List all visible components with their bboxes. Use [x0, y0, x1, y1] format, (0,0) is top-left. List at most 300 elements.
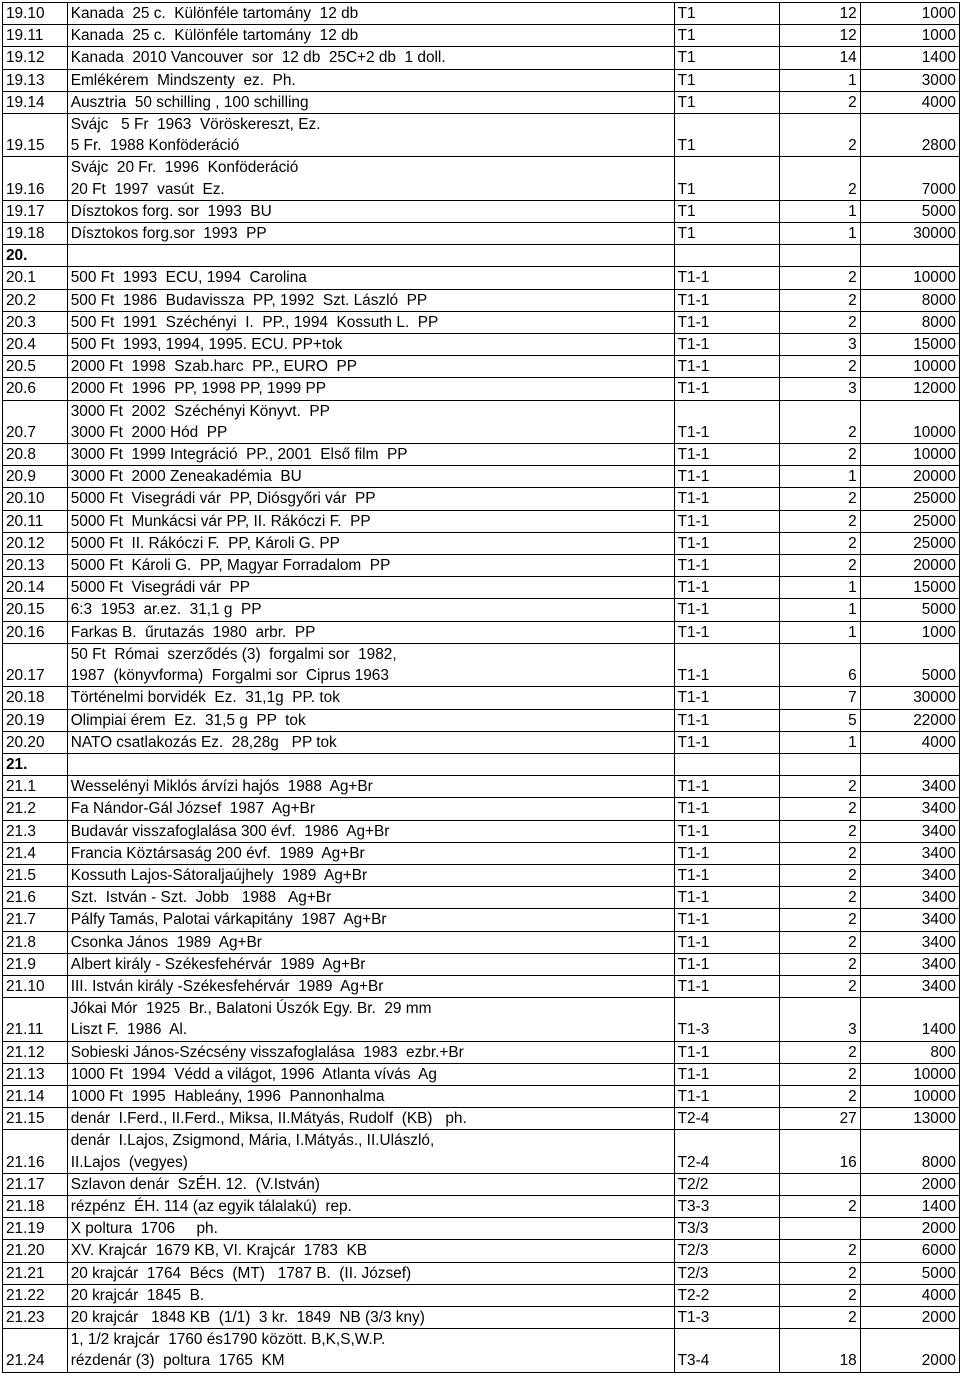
- table-row: [3, 3, 960, 25]
- lot-quantity: 2: [779, 776, 860, 798]
- lot-grade: T1-1: [674, 289, 779, 311]
- lot-description: 5000 Ft Károli G. PP, Magyar Forradalom PP: [67, 555, 674, 577]
- lot-grade: T1-1: [674, 798, 779, 820]
- lot-price: 1400: [860, 1195, 959, 1217]
- lot-description: 500 Ft 1991 Széchényi I. PP., 1994 Kossuth L. PP: [67, 311, 674, 333]
- lot-price: 20000: [860, 466, 959, 488]
- lot-number: 20.19: [3, 709, 68, 731]
- lot-number: 20.13: [3, 555, 68, 577]
- lot-price: 5000: [860, 200, 959, 222]
- section-header-row: [3, 753, 960, 775]
- lot-price: 3400: [860, 909, 959, 931]
- lot-quantity: 2: [779, 488, 860, 510]
- lot-description: 1000 Ft 1995 Hableány, 1996 Pannonhalma: [67, 1085, 674, 1107]
- table-row: [3, 289, 960, 311]
- lot-quantity: 1: [779, 731, 860, 753]
- lot-description: Budavár visszafoglalása 300 évf. 1986 Ag+Br: [67, 820, 674, 842]
- lot-price: 2000: [860, 1173, 959, 1195]
- lot-price: 800: [860, 1041, 959, 1063]
- lot-quantity: 2: [779, 400, 860, 443]
- lot-description: Csonka János 1989 Ag+Br: [67, 931, 674, 953]
- lot-quantity: [779, 753, 860, 775]
- lot-price: 10000: [860, 267, 959, 289]
- lot-number: 20.7: [3, 400, 68, 443]
- lot-number: 20.15: [3, 599, 68, 621]
- lot-grade: T1-1: [674, 953, 779, 975]
- lot-grade: T1-1: [674, 909, 779, 931]
- lot-description: Történelmi borvidék Ez. 31,1g PP. tok: [67, 687, 674, 709]
- lot-price: 10000: [860, 1063, 959, 1085]
- lot-quantity: 1: [779, 621, 860, 643]
- lot-grade: T1: [674, 114, 779, 157]
- lot-quantity: 2: [779, 356, 860, 378]
- lot-grade: T3/3: [674, 1218, 779, 1240]
- lot-description: NATO csatlakozás Ez. 28,28g PP tok: [67, 731, 674, 753]
- lot-description: III. István király -Székesfehérvár 1989 Ag+Br: [67, 975, 674, 997]
- lot-price: 12000: [860, 378, 959, 400]
- lot-description: Kanada 25 c. Különféle tartomány 12 db: [67, 3, 674, 25]
- lot-number: 20.11: [3, 510, 68, 532]
- lot-description: 3000 Ft 2002 Széchényi Könyvt. PP 3000 Ft 2000 Hód PP: [67, 400, 674, 443]
- lot-quantity: 27: [779, 1108, 860, 1130]
- lot-quantity: 5: [779, 709, 860, 731]
- lot-description: [67, 245, 674, 267]
- lot-number: 21.15: [3, 1108, 68, 1130]
- lot-price: 4000: [860, 1284, 959, 1306]
- lot-quantity: 18: [779, 1329, 860, 1372]
- table-row: [3, 1063, 960, 1085]
- lot-grade: T2-4: [674, 1130, 779, 1173]
- lot-grade: T1-1: [674, 887, 779, 909]
- table-row: [3, 378, 960, 400]
- lot-price: [860, 245, 959, 267]
- lot-price: 22000: [860, 709, 959, 731]
- lot-price: 3400: [860, 953, 959, 975]
- table-row: [3, 223, 960, 245]
- lot-number: 21.1: [3, 776, 68, 798]
- table-row: [3, 488, 960, 510]
- lot-grade: T1-1: [674, 444, 779, 466]
- table-row: [3, 909, 960, 931]
- lot-price: 13000: [860, 1108, 959, 1130]
- lot-quantity: 2: [779, 157, 860, 200]
- lot-number: 20.2: [3, 289, 68, 311]
- lot-number: 21.22: [3, 1284, 68, 1306]
- lot-grade: T2-4: [674, 1108, 779, 1130]
- lot-grade: T1-1: [674, 577, 779, 599]
- table-row: [3, 200, 960, 222]
- table-row: [3, 731, 960, 753]
- lot-description: 20 krajcár 1845 B.: [67, 1284, 674, 1306]
- lot-quantity: 12: [779, 25, 860, 47]
- lot-price: 30000: [860, 687, 959, 709]
- lot-grade: T1: [674, 3, 779, 25]
- lot-price: 1000: [860, 25, 959, 47]
- lot-grade: T2/3: [674, 1240, 779, 1262]
- lot-number: 21.13: [3, 1063, 68, 1085]
- lot-number: 20.8: [3, 444, 68, 466]
- lot-number: 20.12: [3, 532, 68, 554]
- lot-quantity: 14: [779, 47, 860, 69]
- lot-quantity: 2: [779, 1240, 860, 1262]
- table-row: [3, 555, 960, 577]
- lot-description: rézpénz ÉH. 114 (az egyik tálalakú) rep.: [67, 1195, 674, 1217]
- lot-price: 3400: [860, 931, 959, 953]
- table-row: [3, 1284, 960, 1306]
- lot-quantity: 1: [779, 69, 860, 91]
- lot-quantity: [779, 1218, 860, 1240]
- lot-quantity: 2: [779, 887, 860, 909]
- lot-number: 21.11: [3, 998, 68, 1041]
- lot-quantity: 2: [779, 1262, 860, 1284]
- lot-grade: T2/3: [674, 1262, 779, 1284]
- table-row: [3, 114, 960, 157]
- table-row: [3, 510, 960, 532]
- lot-grade: T3-4: [674, 1329, 779, 1372]
- lot-price: 8000: [860, 289, 959, 311]
- lot-grade: T1-1: [674, 776, 779, 798]
- lot-description: Albert király - Székesfehérvár 1989 Ag+Br: [67, 953, 674, 975]
- lot-price: 8000: [860, 311, 959, 333]
- lot-grade: T1: [674, 157, 779, 200]
- lot-number: 20.1: [3, 267, 68, 289]
- table-row: [3, 532, 960, 554]
- lot-grade: T1-1: [674, 466, 779, 488]
- lot-price: 20000: [860, 555, 959, 577]
- table-row: [3, 157, 960, 200]
- lot-description: Svájc 20 Fr. 1996 Konföderáció 20 Ft 1997 vasút Ez.: [67, 157, 674, 200]
- lot-number: 20.3: [3, 311, 68, 333]
- lot-price: 3400: [860, 776, 959, 798]
- lot-price: 15000: [860, 334, 959, 356]
- lot-quantity: 1: [779, 223, 860, 245]
- table-row: [3, 1262, 960, 1284]
- lot-description: denár I.Ferd., II.Ferd., Miksa, II.Mátyás, Rudolf (KB) ph.: [67, 1108, 674, 1130]
- lot-quantity: 2: [779, 114, 860, 157]
- lot-grade: T1-3: [674, 1306, 779, 1328]
- lot-quantity: 2: [779, 444, 860, 466]
- lot-description: 2000 Ft 1998 Szab.harc PP., EURO PP: [67, 356, 674, 378]
- lot-description: Ausztria 50 schilling , 100 schilling: [67, 91, 674, 113]
- lot-number: 21.6: [3, 887, 68, 909]
- table-row: [3, 998, 960, 1041]
- lot-number: 21.8: [3, 931, 68, 953]
- lot-price: 7000: [860, 157, 959, 200]
- lot-number: 19.15: [3, 114, 68, 157]
- lot-grade: T1-1: [674, 356, 779, 378]
- lot-quantity: 2: [779, 311, 860, 333]
- lot-number: 21.7: [3, 909, 68, 931]
- lot-quantity: 2: [779, 1085, 860, 1107]
- lot-price: 3400: [860, 975, 959, 997]
- lot-price: 6000: [860, 1240, 959, 1262]
- lot-number: 20.16: [3, 621, 68, 643]
- table-row: [3, 687, 960, 709]
- lot-price: 5000: [860, 599, 959, 621]
- lot-number: 19.18: [3, 223, 68, 245]
- lot-price: 3400: [860, 820, 959, 842]
- lot-grade: T1-1: [674, 1041, 779, 1063]
- lot-number: 21.14: [3, 1085, 68, 1107]
- lot-description: Dísztokos forg.sor 1993 PP: [67, 223, 674, 245]
- lot-price: 2800: [860, 114, 959, 157]
- table-row: [3, 356, 960, 378]
- lot-description: 5000 Ft Munkácsi vár PP, II. Rákóczi F. PP: [67, 510, 674, 532]
- lot-number: 21.21: [3, 1262, 68, 1284]
- lot-number: 20.5: [3, 356, 68, 378]
- lot-number: 19.10: [3, 3, 68, 25]
- lot-number: 21.17: [3, 1173, 68, 1195]
- lot-description: Jókai Mór 1925 Br., Balatoni Úszók Egy. Br. 29 mm Liszt F. 1986 Al.: [67, 998, 674, 1041]
- lot-grade: T1-1: [674, 488, 779, 510]
- lot-grade: T1-1: [674, 510, 779, 532]
- lot-grade: T1-3: [674, 998, 779, 1041]
- lot-number: 20.14: [3, 577, 68, 599]
- lot-description: 500 Ft 1993 ECU, 1994 Carolina: [67, 267, 674, 289]
- lot-grade: T1-1: [674, 267, 779, 289]
- lot-number: 20.18: [3, 687, 68, 709]
- lot-quantity: 2: [779, 510, 860, 532]
- lot-number: 21.19: [3, 1218, 68, 1240]
- table-row: [3, 1108, 960, 1130]
- lot-price: 5000: [860, 643, 959, 686]
- lot-quantity: 2: [779, 864, 860, 886]
- lot-number: 19.16: [3, 157, 68, 200]
- lot-price: 10000: [860, 1085, 959, 1107]
- lot-description: Emlékérem Mindszenty ez. Ph.: [67, 69, 674, 91]
- lot-description: Kossuth Lajos-Sátoraljaújhely 1989 Ag+Br: [67, 864, 674, 886]
- lot-description: Szt. István - Szt. Jobb 1988 Ag+Br: [67, 887, 674, 909]
- lot-quantity: 2: [779, 820, 860, 842]
- lot-grade: T1: [674, 69, 779, 91]
- lot-description: Pálfy Tamás, Palotai várkapitány 1987 Ag+Br: [67, 909, 674, 931]
- lot-number: 21.23: [3, 1306, 68, 1328]
- lot-quantity: [779, 1173, 860, 1195]
- table-row: [3, 466, 960, 488]
- lot-description: Olimpiai érem Ez. 31,5 g PP tok: [67, 709, 674, 731]
- lot-description: 50 Ft Római szerződés (3) forgalmi sor 1982, 1987 (könyvforma) Forgalmi sor Ciprus 1963: [67, 643, 674, 686]
- lot-grade: T2-2: [674, 1284, 779, 1306]
- lot-description: Szlavon denár SzÉH. 12. (V.István): [67, 1173, 674, 1195]
- table-row: [3, 709, 960, 731]
- lot-price: [860, 753, 959, 775]
- lot-price: 3400: [860, 887, 959, 909]
- lot-price: 10000: [860, 400, 959, 443]
- lot-number: 20.20: [3, 731, 68, 753]
- table-row: [3, 1085, 960, 1107]
- lot-quantity: 2: [779, 1063, 860, 1085]
- lot-table-body: [3, 3, 960, 1373]
- lot-description: 20 krajcár 1764 Bécs (MT) 1787 B. (II. József): [67, 1262, 674, 1284]
- lot-number: 20.17: [3, 643, 68, 686]
- lot-grade: T1-1: [674, 555, 779, 577]
- lot-description: 3000 Ft 1999 Integráció PP., 2001 Első film PP: [67, 444, 674, 466]
- lot-number: 21.10: [3, 975, 68, 997]
- lot-description: Svájc 5 Fr 1963 Vöröskereszt, Ez. 5 Fr. 1988 Konföderáció: [67, 114, 674, 157]
- lot-grade: T1-1: [674, 1085, 779, 1107]
- table-row: [3, 1240, 960, 1262]
- table-row: [3, 311, 960, 333]
- lot-grade: T1-1: [674, 334, 779, 356]
- lot-quantity: 2: [779, 532, 860, 554]
- lot-number: 21.12: [3, 1041, 68, 1063]
- lot-number: 21.5: [3, 864, 68, 886]
- table-row: [3, 334, 960, 356]
- lot-quantity: 1: [779, 599, 860, 621]
- section-header-row: [3, 245, 960, 267]
- table-row: [3, 798, 960, 820]
- lot-number: 20.9: [3, 466, 68, 488]
- lot-quantity: 2: [779, 1284, 860, 1306]
- lot-price: 1000: [860, 621, 959, 643]
- lot-grade: T1-1: [674, 311, 779, 333]
- lot-price: 3400: [860, 842, 959, 864]
- lot-description: denár I.Lajos, Zsigmond, Mária, I.Mátyás., II.Ulászló, II.Lajos (vegyes): [67, 1130, 674, 1173]
- lot-quantity: 7: [779, 687, 860, 709]
- lot-price: 30000: [860, 223, 959, 245]
- lot-grade: T1-1: [674, 731, 779, 753]
- lot-description: [67, 753, 674, 775]
- table-row: [3, 621, 960, 643]
- lot-quantity: [779, 245, 860, 267]
- lot-quantity: 2: [779, 842, 860, 864]
- lot-quantity: 6: [779, 643, 860, 686]
- lot-price: 15000: [860, 577, 959, 599]
- lot-description: 500 Ft 1993, 1994, 1995. ECU. PP+tok: [67, 334, 674, 356]
- lot-price: 1400: [860, 47, 959, 69]
- lot-description: 20 krajcár 1848 KB (1/1) 3 kr. 1849 NB (3/3 kny): [67, 1306, 674, 1328]
- lot-price: 2000: [860, 1329, 959, 1372]
- table-row: [3, 1041, 960, 1063]
- lot-number: 21.2: [3, 798, 68, 820]
- table-row: [3, 842, 960, 864]
- table-row: [3, 1306, 960, 1328]
- lot-quantity: 2: [779, 931, 860, 953]
- lot-description: 5000 Ft Visegrádi vár PP: [67, 577, 674, 599]
- lot-price: 4000: [860, 91, 959, 113]
- table-row: [3, 643, 960, 686]
- table-row: [3, 599, 960, 621]
- lot-price: 2000: [860, 1218, 959, 1240]
- lot-description: Fa Nándor-Gál József 1987 Ag+Br: [67, 798, 674, 820]
- lot-quantity: 12: [779, 3, 860, 25]
- lot-quantity: 2: [779, 1195, 860, 1217]
- lot-price: 5000: [860, 1262, 959, 1284]
- table-row: [3, 776, 960, 798]
- lot-price: 25000: [860, 532, 959, 554]
- lot-number: 19.11: [3, 25, 68, 47]
- lot-grade: T1-1: [674, 842, 779, 864]
- lot-price: 4000: [860, 731, 959, 753]
- lot-grade: T1: [674, 47, 779, 69]
- lot-number: 19.12: [3, 47, 68, 69]
- lot-description: X poltura 1706 ph.: [67, 1218, 674, 1240]
- table-row: [3, 975, 960, 997]
- lot-grade: T1-1: [674, 709, 779, 731]
- lot-grade: T1-1: [674, 1063, 779, 1085]
- table-row: [3, 1173, 960, 1195]
- lot-number: 19.13: [3, 69, 68, 91]
- lot-price: 1400: [860, 998, 959, 1041]
- lot-grade: T2/2: [674, 1173, 779, 1195]
- lot-grade: T1: [674, 91, 779, 113]
- lot-quantity: 2: [779, 798, 860, 820]
- lot-description: XV. Krajcár 1679 KB, VI. Krajcár 1783 KB: [67, 1240, 674, 1262]
- table-row: [3, 91, 960, 113]
- table-row: [3, 1195, 960, 1217]
- lot-grade: T1-1: [674, 378, 779, 400]
- table-row: [3, 1130, 960, 1173]
- lot-number: 21.: [3, 753, 68, 775]
- lot-price: 10000: [860, 444, 959, 466]
- lot-grade: T3-3: [674, 1195, 779, 1217]
- lot-quantity: 3: [779, 334, 860, 356]
- lot-number: 20.: [3, 245, 68, 267]
- lot-grade: T1: [674, 200, 779, 222]
- lot-grade: T1-1: [674, 687, 779, 709]
- lot-quantity: 1: [779, 577, 860, 599]
- lot-grade: T1-1: [674, 820, 779, 842]
- lot-price: 3400: [860, 798, 959, 820]
- lot-price: 2000: [860, 1306, 959, 1328]
- lot-description: 1000 Ft 1994 Védd a világot, 1996 Atlanta vívás Ag: [67, 1063, 674, 1085]
- lot-number: 21.9: [3, 953, 68, 975]
- lot-description: Francia Köztársaság 200 évf. 1989 Ag+Br: [67, 842, 674, 864]
- lot-number: 21.18: [3, 1195, 68, 1217]
- lot-price: 25000: [860, 510, 959, 532]
- lot-grade: [674, 245, 779, 267]
- lot-description: Farkas B. űrutazás 1980 arbr. PP: [67, 621, 674, 643]
- lot-price: 8000: [860, 1130, 959, 1173]
- lot-number: 21.16: [3, 1130, 68, 1173]
- lot-quantity: 2: [779, 267, 860, 289]
- table-row: [3, 953, 960, 975]
- lot-grade: T1-1: [674, 931, 779, 953]
- lot-quantity: 2: [779, 975, 860, 997]
- lot-quantity: 2: [779, 953, 860, 975]
- lot-quantity: 2: [779, 289, 860, 311]
- lot-grade: T1-1: [674, 532, 779, 554]
- lot-number: 19.17: [3, 200, 68, 222]
- table-row: [3, 820, 960, 842]
- table-row: [3, 1218, 960, 1240]
- table-row: [3, 400, 960, 443]
- table-row: [3, 25, 960, 47]
- lot-grade: T1-1: [674, 621, 779, 643]
- lot-number: 21.24: [3, 1329, 68, 1372]
- lot-grade: T1-1: [674, 643, 779, 686]
- lot-quantity: 2: [779, 1041, 860, 1063]
- table-row: [3, 1329, 960, 1372]
- lot-description: 5000 Ft II. Rákóczi F. PP, Károli G. PP: [67, 532, 674, 554]
- lot-grade: T1-1: [674, 975, 779, 997]
- lot-quantity: 2: [779, 1306, 860, 1328]
- lot-description: Kanada 25 c. Különféle tartomány 12 db: [67, 25, 674, 47]
- lot-number: 21.3: [3, 820, 68, 842]
- lot-quantity: 2: [779, 909, 860, 931]
- table-row: [3, 47, 960, 69]
- lot-table: [2, 2, 960, 1373]
- table-row: [3, 577, 960, 599]
- lot-quantity: 2: [779, 91, 860, 113]
- lot-quantity: 1: [779, 200, 860, 222]
- table-row: [3, 864, 960, 886]
- lot-number: 21.20: [3, 1240, 68, 1262]
- lot-grade: T1: [674, 223, 779, 245]
- lot-grade: T1-1: [674, 599, 779, 621]
- lot-quantity: 2: [779, 555, 860, 577]
- lot-description: 6:3 1953 ar.ez. 31,1 g PP: [67, 599, 674, 621]
